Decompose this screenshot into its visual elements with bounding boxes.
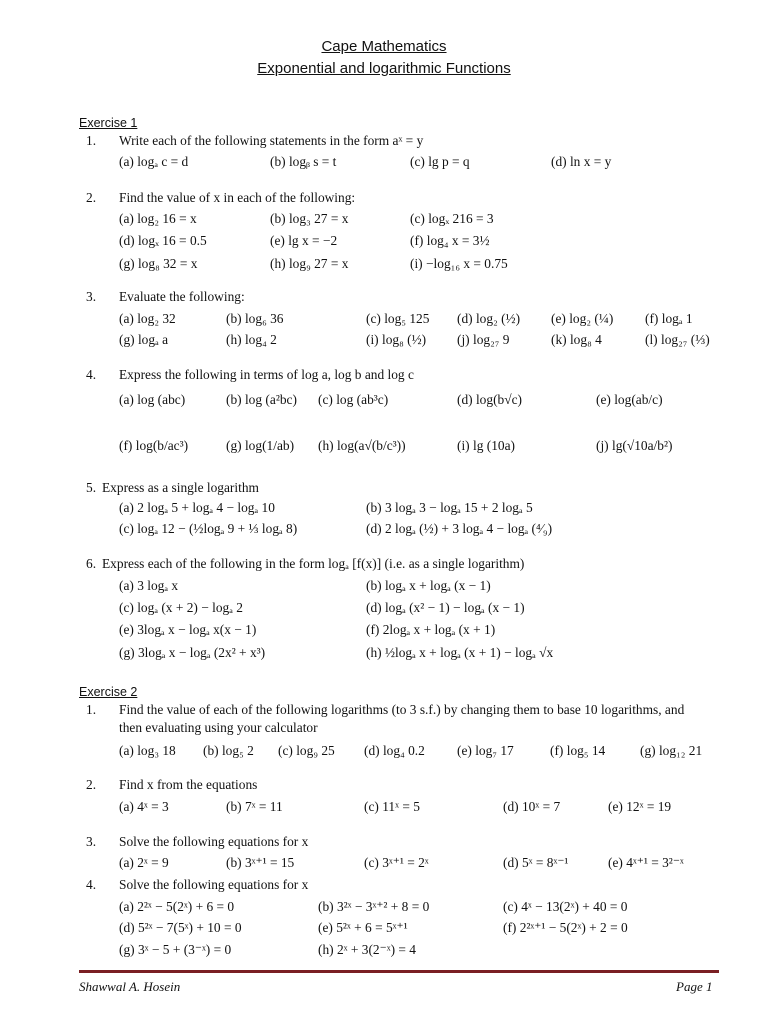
question-part: (a) 2ˣ = 9 bbox=[119, 855, 169, 870]
question-text: then evaluating using your calculator bbox=[119, 720, 318, 735]
question-part: (d) 10ˣ = 7 bbox=[503, 799, 561, 814]
question-part: (d) 5²ˣ − 7(5ˣ) + 10 = 0 bbox=[119, 920, 242, 935]
question-number: 4. bbox=[86, 877, 97, 892]
document-subtitle: Exponential and logarithmic Functions bbox=[257, 60, 511, 77]
question-number: 3. bbox=[86, 834, 97, 849]
question-part: (g) log₁₂ 21 bbox=[640, 743, 703, 758]
question-part: (c) 11ˣ = 5 bbox=[364, 799, 420, 814]
question-part: (d) ln x = y bbox=[551, 154, 612, 169]
question-part: (c) lg p = q bbox=[410, 154, 470, 169]
question-part: (a) 2 logₐ 5 + logₐ 4 − logₐ 10 bbox=[119, 500, 275, 515]
question-number: 1. bbox=[86, 133, 97, 148]
question-number: 5. bbox=[86, 480, 97, 495]
question-part: (a) log₃ 18 bbox=[119, 743, 176, 758]
question-part: (b) 3²ˣ − 3ˣ⁺² + 8 = 0 bbox=[318, 899, 430, 914]
question-part: (d) log(b√c) bbox=[457, 392, 522, 407]
question-number: 6. bbox=[86, 556, 97, 571]
question-part: (c) 3ˣ⁺¹ = 2ˣ bbox=[364, 855, 429, 870]
question-part: (f) 2²ˣ⁺¹ − 5(2ˣ) + 2 = 0 bbox=[503, 920, 628, 935]
question-text: Evaluate the following: bbox=[119, 289, 245, 304]
question-text: Solve the following equations for x bbox=[119, 834, 309, 849]
footer-page-number: Page 1 bbox=[676, 979, 713, 994]
question-part: (d) 2 logₐ (½) + 3 logₐ 4 − logₐ (⁴⁄₉) bbox=[366, 521, 553, 536]
question-text: Express as a single logarithm bbox=[102, 480, 259, 495]
question-part: (h) log(a√(b/c³)) bbox=[318, 438, 406, 453]
question-number: 4. bbox=[86, 367, 97, 382]
question-part: (f) log₄ x = 3½ bbox=[410, 233, 490, 248]
question-part: (c) 4ˣ − 13(2ˣ) + 40 = 0 bbox=[503, 899, 628, 914]
question-part: (g) 3ˣ − 5 + (3⁻ˣ) = 0 bbox=[119, 942, 232, 957]
question-number: 2. bbox=[86, 190, 97, 205]
question-part: (e) log(ab/c) bbox=[596, 392, 663, 407]
question-part: (e) log₇ 17 bbox=[457, 743, 514, 758]
question-part: (c) logₓ 216 = 3 bbox=[410, 211, 494, 226]
question-part: (h) 2ˣ + 3(2⁻ˣ) = 4 bbox=[318, 942, 416, 957]
question-text: Find x from the equations bbox=[119, 777, 258, 792]
question-part: (i) log₈ (½) bbox=[366, 332, 427, 347]
question-part: (b) log₆ 36 bbox=[226, 311, 284, 326]
question-part: (e) 4ˣ⁺¹ = 3²⁻ˣ bbox=[608, 855, 684, 870]
question-part: (d) log₂ (½) bbox=[457, 311, 521, 326]
question-part: (a) 4ˣ = 3 bbox=[119, 799, 169, 814]
question-part: (k) log₈ 4 bbox=[551, 332, 602, 347]
question-part: (c) log₉ 25 bbox=[278, 743, 335, 758]
question-part: (g) log(1/ab) bbox=[226, 438, 295, 453]
question-number: 2. bbox=[86, 777, 97, 792]
question-part: (d) log₄ 0.2 bbox=[364, 743, 425, 758]
question-part: (a) logₐ c = d bbox=[119, 154, 189, 169]
question-part: (e) 12ˣ = 19 bbox=[608, 799, 672, 814]
question-text: Express each of the following in the form logₐ [f(x)] (i.e. as a single logarithm) bbox=[102, 556, 525, 571]
question-part: (e) 5²ˣ + 6 = 5ˣ⁺¹ bbox=[318, 920, 408, 935]
question-text: Solve the following equations for x bbox=[119, 877, 309, 892]
question-part: (e) lg x = −2 bbox=[270, 233, 338, 248]
question-part: (b) 3ˣ⁺¹ = 15 bbox=[226, 855, 295, 870]
question-part: (l) log₂₇ (⅓) bbox=[645, 332, 710, 347]
question-part: (i) lg (10a) bbox=[457, 438, 516, 453]
question-part: (d) logₓ 16 = 0.5 bbox=[119, 233, 207, 248]
exercise-1-title: Exercise 1 bbox=[79, 116, 138, 130]
question-part: (b) 3 logₐ 3 − logₐ 15 + 2 logₐ 5 bbox=[366, 500, 533, 515]
exercise-2-title: Exercise 2 bbox=[79, 685, 138, 699]
question-text: Find the value of x in each of the following: bbox=[119, 190, 356, 205]
question-part: (b) logₐ x + logₐ (x − 1) bbox=[366, 578, 491, 593]
question-part: (b) log₃ 27 = x bbox=[270, 211, 349, 226]
question-part: (g) log₈ 32 = x bbox=[119, 256, 198, 271]
question-part: (g) 3logₐ x − logₐ (2x² + x³) bbox=[119, 645, 266, 660]
question-part: (a) log (abc) bbox=[119, 392, 186, 407]
footer-rule bbox=[79, 970, 719, 973]
question-part: (f) log₅ 14 bbox=[550, 743, 606, 758]
footer-author: Shawwal A. Hosein bbox=[79, 979, 181, 994]
question-part: (c) log (ab³c) bbox=[318, 392, 389, 407]
question-part: (f) logₐ 1 bbox=[645, 311, 693, 326]
question-part: (c) logₐ 12 − (½logₐ 9 + ⅓ logₐ 8) bbox=[119, 521, 298, 536]
question-part: (j) log₂₇ 9 bbox=[457, 332, 510, 347]
question-part: (b) 7ˣ = 11 bbox=[226, 799, 283, 814]
question-part: (i) −log₁₆ x = 0.75 bbox=[410, 256, 508, 271]
question-part: (b) log₅ 2 bbox=[203, 743, 254, 758]
question-part: (c) logₐ (x + 2) − logₐ 2 bbox=[119, 600, 243, 615]
question-part: (f) 2logₐ x + logₐ (x + 1) bbox=[366, 622, 496, 637]
question-part: (a) 3 logₐ x bbox=[119, 578, 179, 593]
question-text: Write each of the following statements in the form aˣ = y bbox=[119, 133, 424, 148]
question-part: (a) log₂ 16 = x bbox=[119, 211, 197, 226]
question-part: (h) log₉ 27 = x bbox=[270, 256, 349, 271]
question-text: Express the following in terms of log a, log b and log c bbox=[119, 367, 414, 382]
question-part: (d) 5ˣ = 8ˣ⁻¹ bbox=[503, 855, 569, 870]
question-part: (e) log₂ (¼) bbox=[551, 311, 614, 326]
question-part: (c) log₅ 125 bbox=[366, 311, 430, 326]
question-number: 3. bbox=[86, 289, 97, 304]
question-part: (h) log₄ 2 bbox=[226, 332, 277, 347]
question-part: (h) ½logₐ x + logₐ (x + 1) − logₐ √x bbox=[366, 645, 554, 660]
question-text: Find the value of each of the following logarithms (to 3 s.f.) by changing them to base 10 logarithms, and bbox=[119, 702, 685, 717]
question-part: (b) logᵦ s = t bbox=[270, 154, 337, 169]
question-part: (a) 2²ˣ − 5(2ˣ) + 6 = 0 bbox=[119, 899, 235, 914]
question-part: (f) log(b/ac³) bbox=[119, 438, 189, 453]
document-title: Cape Mathematics bbox=[321, 38, 447, 55]
question-part: (g) logₐ a bbox=[119, 332, 169, 347]
question-part: (a) log₂ 32 bbox=[119, 311, 176, 326]
question-number: 1. bbox=[86, 702, 97, 717]
question-part: (d) logₐ (x² − 1) − logₐ (x − 1) bbox=[366, 600, 525, 615]
question-part: (b) log (a²bc) bbox=[226, 392, 297, 407]
question-part: (j) lg(√10a/b²) bbox=[596, 438, 673, 453]
question-part: (e) 3logₐ x − logₐ x(x − 1) bbox=[119, 622, 257, 637]
